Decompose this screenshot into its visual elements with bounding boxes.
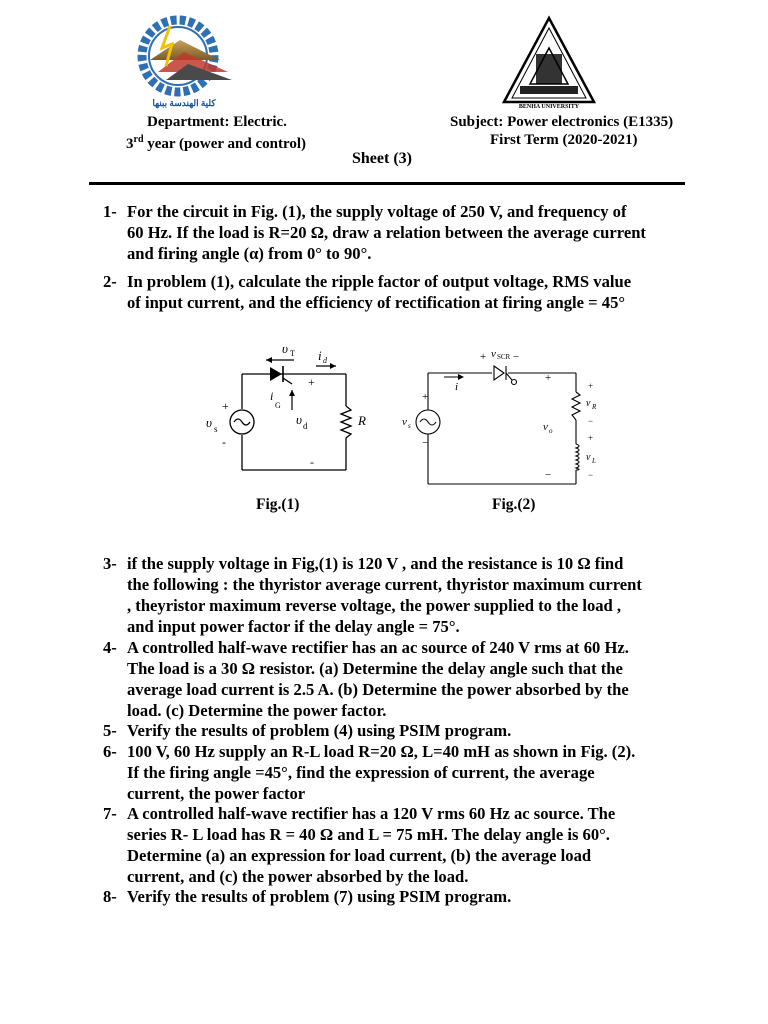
question-5: 5- Verify the results of problem (4) using PSIM program. — [103, 721, 512, 740]
question-1: 1- For the circuit in Fig. (1), the supply voltage of 250 V, and frequency of 60 Hz. If the load is R=20 Ω, draw a relation between the average current and firing angle (α) from 0° to 90°. — [103, 202, 646, 263]
university-logo — [496, 14, 602, 110]
svg-text:v: v — [543, 421, 548, 433]
svg-text:G: G — [275, 401, 281, 410]
question-2: 2- In problem (1), calculate the ripple factor of output voltage, RMS value of input current, and the efficiency of rectification at firing angle = 45° — [103, 272, 632, 312]
svg-text:−: − — [588, 416, 594, 426]
department-label: Department: Electric. — [147, 114, 287, 130]
question-3: 3- if the supply voltage in Fig,(1) is 120 V , and the resistance is 10 Ω find the following : the thyristor average current, thyristor maximum current , theyristor maximum reverse voltage, the power supplied to the load , and input power factor if the delay angle = 75°. — [103, 554, 642, 636]
svg-text:−: − — [545, 469, 552, 481]
figure-2-circuit — [400, 340, 615, 490]
svg-text:-: - — [310, 455, 314, 469]
svg-text:υ: υ — [206, 415, 212, 430]
svg-text:+: + — [480, 351, 487, 363]
svg-text:R: R — [358, 413, 366, 428]
svg-text:o: o — [549, 427, 553, 435]
svg-text:-: - — [222, 435, 226, 449]
svg-text:+: + — [588, 433, 594, 443]
figure-1-label: Fig.(1) — [256, 496, 300, 513]
svg-text:BENHA UNIVERSITY: BENHA UNIVERSITY — [518, 104, 580, 110]
svg-text:+: + — [308, 375, 315, 389]
svg-text:v: v — [402, 416, 407, 428]
question-7: 7- A controlled half-wave rectifier has a 120 V rms 60 Hz ac source. The series R- L load has R = 40 Ω and L = 75 mH. The delay angle is 60°. Determine (a) an expression for load current, (b) the average load current, and (c) the power absorbed by the load. — [103, 804, 616, 886]
svg-text:+: + — [422, 391, 429, 403]
sheet-title: Sheet (3) — [352, 150, 412, 167]
svg-text:i: i — [318, 348, 322, 363]
svg-text:−: − — [422, 437, 429, 449]
svg-text:+: + — [222, 399, 229, 413]
svg-text:−: − — [513, 351, 520, 363]
svg-text:R: R — [592, 403, 597, 411]
svg-text:i: i — [455, 381, 459, 393]
figure-2-label: Fig.(2) — [492, 496, 536, 513]
svg-text:υ: υ — [282, 341, 288, 356]
svg-text:s: s — [408, 422, 411, 430]
term-label: First Term (2020-2021) — [490, 132, 638, 148]
faculty-logo — [128, 14, 240, 114]
thyristor-icon — [270, 367, 282, 381]
question-4: 4- A controlled half-wave rectifier has an ac source of 240 V rms at 60 Hz. The load is a 30 Ω resistor. (a) Determine the delay angle such that the average load current is 2.5 A. (b) Determine the power absorbed by the load. (c) Determine the power factor. — [103, 638, 629, 720]
svg-text:كلية الهندسة ببنها: كلية الهندسة ببنها — [152, 98, 216, 108]
svg-text:v: v — [586, 398, 591, 409]
svg-text:v: v — [586, 452, 591, 463]
figure-1-circuit — [196, 338, 396, 478]
svg-text:d: d — [303, 421, 308, 431]
svg-text:υ: υ — [296, 412, 302, 427]
year-label: 3rd year (power and control) — [126, 134, 306, 152]
svg-text:s: s — [214, 424, 218, 434]
subject-label: Subject: Power electronics (E1335) — [450, 114, 674, 130]
question-8: 8- Verify the results of problem (7) using PSIM program. — [103, 887, 512, 906]
svg-text:v: v — [491, 348, 496, 360]
svg-text:L: L — [592, 457, 596, 465]
svg-text:+: + — [588, 381, 594, 391]
header-divider — [89, 182, 685, 185]
svg-text:−: − — [588, 470, 594, 480]
svg-text:T: T — [290, 349, 295, 358]
question-6: 6- 100 V, 60 Hz supply an R-L load R=20 Ω, L=40 mH as shown in Fig. (2). If the firing angle =45°, find the expression of current, the average current, the power factor — [103, 742, 636, 803]
svg-text:d: d — [323, 356, 327, 365]
svg-text:i: i — [270, 389, 274, 403]
svg-text:+: + — [545, 372, 552, 384]
svg-text:SCR: SCR — [497, 353, 511, 361]
